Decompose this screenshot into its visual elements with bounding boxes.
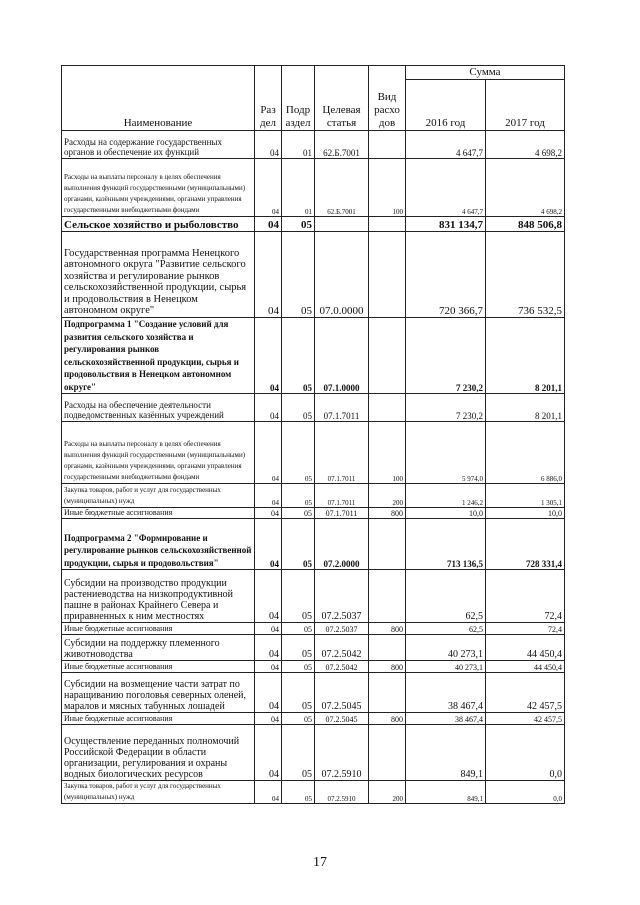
row-podrazdel: 05 [282,635,315,661]
row-sum-2017: 72,4 [486,623,565,635]
table-row [62,635,565,661]
row-podrazdel: 05 [282,623,315,635]
header-target-article: Целевая статья [315,66,369,131]
row-sum-2016: 5 974,0 [406,422,486,484]
row-podrazdel: 05 [282,232,315,318]
table-row [62,570,565,623]
row-razdel: 04 [255,570,282,623]
row-name: Иные бюджетные ассигнования [62,508,255,519]
row-name: Расходы на обеспечение деятельности подведомственных казённых учреждений [62,394,255,422]
row-name: Субсидии на поддержку племенного животноводства [62,635,255,661]
table-row [62,232,565,318]
row-razdel: 04 [255,484,282,508]
row-sum-2017: 848 506,8 [486,217,565,232]
row-podrazdel: 05 [282,713,315,725]
row-sum-2016: 7 230,2 [406,394,486,422]
table-row [62,623,565,635]
row-name: Иные бюджетные ассигнования [62,713,255,725]
row-expense-type: 100 [369,159,406,217]
header-name: Наименование [62,66,255,131]
row-target: 07.2.5042 [315,635,369,661]
table-row [62,159,565,217]
table-row [62,508,565,519]
row-sum-2016: 10,0 [406,508,486,519]
row-sum-2017: 4 698,2 [486,159,565,217]
header-razdel: Раз дел [255,66,282,131]
row-expense-type [369,570,406,623]
row-podrazdel: 05 [282,781,315,804]
row-sum-2017: 72,4 [486,570,565,623]
row-name: Сельское хозяйство и рыболовство [62,217,255,232]
row-podrazdel: 05 [282,484,315,508]
row-podrazdel: 05 [282,673,315,713]
table-row [62,422,565,484]
row-sum-2016: 40 273,1 [406,635,486,661]
row-sum-2016: 62,5 [406,570,486,623]
row-expense-type: 200 [369,484,406,508]
row-sum-2017: 0,0 [486,725,565,781]
row-name: Субсидии на возмещение части затрат по наращиванию поголовья северных оленей, маралов и мясных табунных лошадей [62,673,255,713]
row-target: 07.1.7011 [315,422,369,484]
row-sum-2016: 38 467,4 [406,673,486,713]
row-expense-type [369,217,406,232]
row-sum-2017: 4 698,2 [486,131,565,159]
row-podrazdel: 05 [282,570,315,623]
row-sum-2016: 38 467,4 [406,713,486,725]
row-sum-2016: 4 647,7 [406,159,486,217]
row-sum-2017: 0,0 [486,781,565,804]
row-sum-2017: 44 450,4 [486,635,565,661]
row-name: Субсидии на производство продукции растениеводства на низкопродуктивной пашне в районах Крайнего Севера и приравненных к ним местностях [62,570,255,623]
row-sum-2016: 7 230,2 [406,318,486,394]
row-sum-2017: 6 886,0 [486,422,565,484]
row-target: 62.Б.7001 [315,159,369,217]
table-row [62,781,565,804]
row-sum-2017: 8 201,1 [486,318,565,394]
row-sum-2016: 720 366,7 [406,232,486,318]
row-expense-type: 800 [369,661,406,673]
row-razdel: 04 [255,713,282,725]
row-target: 07.1.7011 [315,394,369,422]
row-sum-2017: 736 532,5 [486,232,565,318]
table-row [62,661,565,673]
row-target [315,217,369,232]
header-year-2016: 2016 год [406,80,486,131]
row-target: 07.2.5037 [315,570,369,623]
row-razdel: 04 [255,635,282,661]
row-expense-type [369,318,406,394]
row-name: Иные бюджетные ассигнования [62,623,255,635]
row-expense-type: 800 [369,623,406,635]
row-razdel: 04 [255,217,282,232]
row-podrazdel: 05 [282,661,315,673]
row-expense-type [369,394,406,422]
header-sum: Сумма [406,66,565,80]
table-row [62,725,565,781]
row-target: 07.1.0000 [315,318,369,394]
row-razdel: 04 [255,318,282,394]
header-year-2017: 2017 год [486,80,565,131]
row-sum-2017: 10,0 [486,508,565,519]
row-razdel: 04 [255,673,282,713]
row-name: Расходы на выплаты персоналу в целях обеспечения выполнения функций государственными (муниципальными) органами, казёнными учреждениями, органами управления государственными внебюджетными фондами [62,422,255,484]
row-razdel: 04 [255,508,282,519]
row-target: 07.2.0000 [315,519,369,570]
row-razdel: 04 [255,232,282,318]
row-expense-type: 100 [369,422,406,484]
row-target: 62.Б.7001 [315,131,369,159]
table-row [62,713,565,725]
row-razdel: 04 [255,781,282,804]
table-row [62,673,565,713]
row-podrazdel: 01 [282,159,315,217]
row-name: Расходы на выплаты персоналу в целях обеспечения выполнения функций государственными (муниципальными) органами, казёнными учреждениями, органами управления государственными внебюджетными фондами [62,159,255,217]
row-target: 07.2.5045 [315,673,369,713]
row-name: Закупка товаров, работ и услуг для государственных (муниципальных) нужд [62,781,255,804]
row-sum-2017: 728 331,4 [486,519,565,570]
row-razdel: 04 [255,623,282,635]
row-target: 07.0.0000 [315,232,369,318]
table-row [62,394,565,422]
row-sum-2016: 713 136,5 [406,519,486,570]
row-podrazdel: 05 [282,318,315,394]
budget-table [61,65,565,804]
row-podrazdel: 05 [282,519,315,570]
row-razdel: 04 [255,422,282,484]
row-razdel: 04 [255,394,282,422]
header-expense-type: Вид расхо дов [369,66,406,131]
table-row [62,318,565,394]
row-razdel: 04 [255,519,282,570]
row-razdel: 04 [255,725,282,781]
row-sum-2016: 831 134,7 [406,217,486,232]
row-sum-2017: 42 457,5 [486,673,565,713]
row-name: Иные бюджетные ассигнования [62,661,255,673]
row-expense-type [369,725,406,781]
row-name: Осуществление переданных полномочий Российской Федерации в области организации, регулирования и охраны водных биологических ресурсов [62,725,255,781]
row-target: 07.2.5910 [315,725,369,781]
row-podrazdel: 05 [282,217,315,232]
row-name: Подпрограмма 2 "Формирование и регулирование рынков сельскохозяйственной продукции, сырья и продовольствия" [62,519,255,570]
row-sum-2016: 40 273,1 [406,661,486,673]
row-sum-2016: 4 647,7 [406,131,486,159]
table-row [62,484,565,508]
row-expense-type [369,673,406,713]
row-razdel: 04 [255,661,282,673]
row-expense-type [369,519,406,570]
row-expense-type [369,131,406,159]
table-row [62,519,565,570]
row-expense-type: 800 [369,713,406,725]
row-sum-2016: 849,1 [406,781,486,804]
row-sum-2016: 849,1 [406,725,486,781]
row-name: Закупка товаров, работ и услуг для государственных (муниципальных) нужд [62,484,255,508]
table-row [62,131,565,159]
row-podrazdel: 05 [282,394,315,422]
row-sum-2017: 1 305,1 [486,484,565,508]
row-name: Расходы на содержание государственных органов и обеспечение их функций [62,131,255,159]
row-expense-type: 800 [369,508,406,519]
row-expense-type [369,635,406,661]
row-target: 07.1.7011 [315,508,369,519]
row-podrazdel: 01 [282,131,315,159]
page-number: 17 [313,855,327,870]
row-target: 07.2.5045 [315,713,369,725]
row-name: Государственная программа Ненецкого автономного округа "Развитие сельского хозяйства и регулирование рынков сельскохозяйственной продукции, сырья и продовольствия в Ненецком автономном округе" [62,232,255,318]
row-sum-2017: 8 201,1 [486,394,565,422]
row-sum-2016: 62,5 [406,623,486,635]
row-sum-2017: 42 457,5 [486,713,565,725]
row-podrazdel: 05 [282,508,315,519]
row-target: 07.1.7011 [315,484,369,508]
table-row [62,217,565,232]
row-razdel: 04 [255,131,282,159]
header-podrazdel: Подр аздел [282,66,315,131]
row-expense-type: 200 [369,781,406,804]
row-sum-2016: 1 246,2 [406,484,486,508]
row-expense-type [369,232,406,318]
row-name: Подпрограмма 1 "Создание условий для развития сельского хозяйства и регулирования рынков сельскохозяйственной продукции, сырья и продовольствия в Ненецком автономном округе" [62,318,255,394]
row-sum-2017: 44 450,4 [486,661,565,673]
row-target: 07.2.5037 [315,623,369,635]
row-target: 07.2.5042 [315,661,369,673]
row-razdel: 04 [255,159,282,217]
row-podrazdel: 05 [282,725,315,781]
row-podrazdel: 05 [282,422,315,484]
row-target: 07.2.5910 [315,781,369,804]
